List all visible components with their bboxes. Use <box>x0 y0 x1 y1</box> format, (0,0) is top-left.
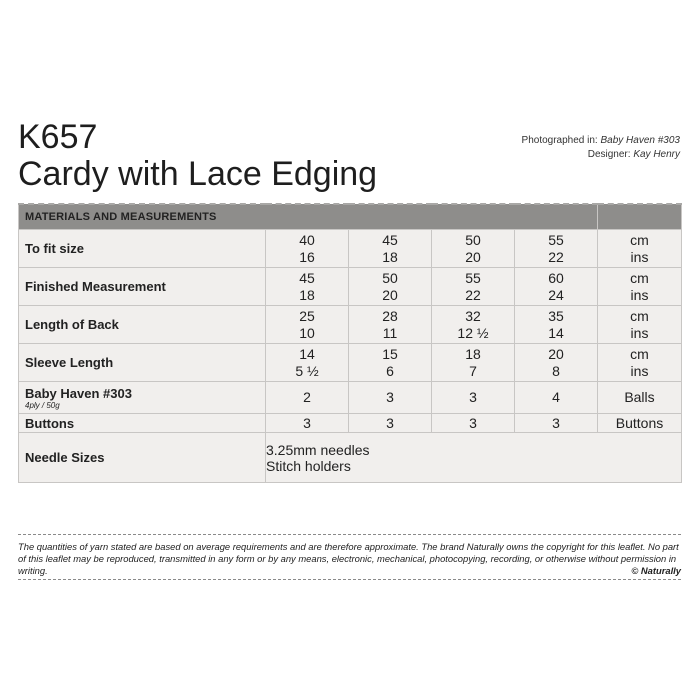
cm-value: 60 <box>548 269 564 286</box>
cm-value: 32 <box>465 307 481 324</box>
buttons-cell: 3 <box>266 414 349 433</box>
size-cell <box>432 230 515 268</box>
table-heading-unit-cell <box>598 204 682 230</box>
designer-label: Designer: <box>587 149 631 160</box>
size-cell <box>349 344 432 382</box>
size-cell <box>266 268 349 306</box>
row-label <box>19 382 266 414</box>
cm-value: 50 <box>382 269 398 286</box>
ins-value: 10 <box>299 324 315 341</box>
ins-value: 6 <box>386 362 394 379</box>
photographed-value: Baby Haven #303 <box>600 135 680 146</box>
cm-value: 50 <box>465 231 481 248</box>
unit-cm: cm <box>630 269 649 286</box>
ins-value: 18 <box>299 286 315 303</box>
size-cell <box>432 268 515 306</box>
buttons-cell: 3 <box>515 414 598 433</box>
ins-value: 12 ½ <box>457 324 489 341</box>
needle-sizes-cell <box>266 433 682 483</box>
unit-buttons: Buttons <box>598 414 682 433</box>
cm-value: 15 <box>382 345 398 362</box>
unit-cell <box>598 268 682 306</box>
balls-cell: 2 <box>266 382 349 414</box>
designer-value: Kay Henry <box>633 149 680 160</box>
ins-value: 5 ½ <box>295 362 319 379</box>
ins-value: 16 <box>299 248 315 265</box>
cm-value: 55 <box>548 231 564 248</box>
size-cell <box>266 344 349 382</box>
credits <box>522 134 680 162</box>
unit-cm: cm <box>630 307 649 324</box>
ins-value: 11 <box>382 324 398 341</box>
table-row-buttons <box>19 414 682 433</box>
unit-cell <box>598 306 682 344</box>
size-cell <box>515 230 598 268</box>
cm-value: 18 <box>465 345 481 362</box>
cm-value: 55 <box>465 269 481 286</box>
buttons-cell: 3 <box>349 414 432 433</box>
size-cell <box>349 268 432 306</box>
photographed-line <box>522 134 680 148</box>
ins-value: 18 <box>382 248 398 265</box>
balls-cell: 4 <box>515 382 598 414</box>
ins-value: 22 <box>465 286 481 303</box>
ins-value: 7 <box>469 362 477 379</box>
ins-value: 14 <box>548 324 564 341</box>
size-cell <box>349 306 432 344</box>
copyright-notice: The quantities of yarn stated are based on average requirements and are therefore approximate. The brand Naturally owns the copyright for this leaflet. No part of this leaflet may be reproduced, transmitted in any form or by any means, electronic, mechanical, photocopying, recording, or otherwise without permission in writing. <box>18 541 679 576</box>
pattern-code: K657 <box>18 118 98 156</box>
row-label: Buttons <box>19 414 266 433</box>
yarn-label: Baby Haven #303 <box>25 385 132 401</box>
size-cell <box>515 344 598 382</box>
table-row-to-fit-size <box>19 230 682 268</box>
ins-value: 20 <box>465 248 481 265</box>
size-cell <box>349 230 432 268</box>
table-row-needle-sizes <box>19 433 682 483</box>
row-label: Length of Back <box>19 306 266 344</box>
yarn-sublabel: 4ply / 50g <box>25 400 60 410</box>
cm-value: 20 <box>548 345 564 362</box>
cm-value: 40 <box>299 231 315 248</box>
cm-value: 45 <box>382 231 398 248</box>
size-cell <box>266 306 349 344</box>
table-heading: MATERIALS AND MEASUREMENTS <box>19 204 598 230</box>
balls-cell: 3 <box>349 382 432 414</box>
table-row-length-of-back <box>19 306 682 344</box>
unit-balls: Balls <box>598 382 682 414</box>
unit-ins: ins <box>630 324 649 341</box>
copyright-mark: © Naturally <box>631 565 681 576</box>
table-row-yarn <box>19 382 682 414</box>
balls-cell: 3 <box>432 382 515 414</box>
cm-value: 14 <box>299 345 315 362</box>
row-label: Finished Measurement <box>19 268 266 306</box>
size-cell <box>515 306 598 344</box>
ins-value: 8 <box>552 362 560 379</box>
row-label: Needle Sizes <box>19 433 266 483</box>
table-header-row <box>19 204 682 230</box>
unit-cell <box>598 230 682 268</box>
unit-ins: ins <box>630 248 649 265</box>
designer-line <box>522 148 680 162</box>
ins-value: 20 <box>382 286 398 303</box>
unit-cm: cm <box>630 345 649 362</box>
unit-ins: ins <box>630 286 649 303</box>
size-cell <box>266 230 349 268</box>
footer-divider-bottom <box>18 579 681 580</box>
cm-value: 45 <box>299 269 315 286</box>
cm-value: 25 <box>299 307 315 324</box>
size-cell <box>432 306 515 344</box>
buttons-cell: 3 <box>432 414 515 433</box>
unit-cm: cm <box>630 231 649 248</box>
ins-value: 24 <box>548 286 564 303</box>
size-cell <box>432 344 515 382</box>
size-cell <box>515 268 598 306</box>
footer-divider-top <box>18 534 681 535</box>
photographed-label: Photographed in: <box>521 135 598 146</box>
cm-value: 28 <box>382 307 398 324</box>
table-row-sleeve-length <box>19 344 682 382</box>
unit-cell <box>598 344 682 382</box>
pattern-title: Cardy with Lace Edging <box>18 155 378 193</box>
holder-line: Stitch holders <box>266 457 351 474</box>
unit-ins: ins <box>630 362 649 379</box>
table-row-finished-measurement <box>19 268 682 306</box>
cm-value: 35 <box>548 307 564 324</box>
row-label: Sleeve Length <box>19 344 266 382</box>
needle-line: 3.25mm needles <box>266 441 370 458</box>
row-label: To fit size <box>19 230 266 268</box>
ins-value: 22 <box>548 248 564 265</box>
materials-table <box>18 203 682 483</box>
